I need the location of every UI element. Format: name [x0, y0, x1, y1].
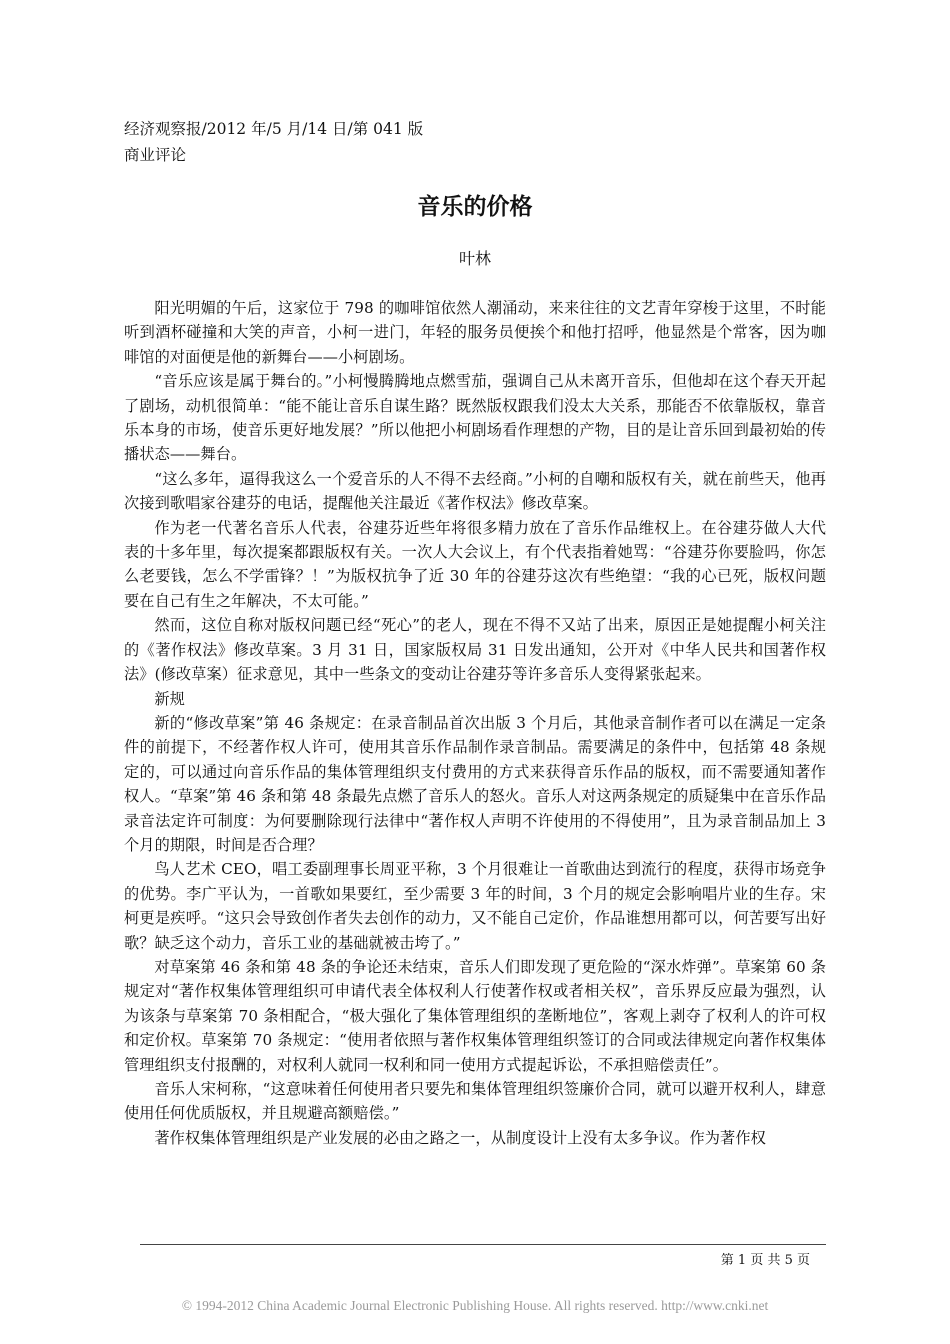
page-number: 第 1 页 共 5 页: [720, 1253, 810, 1268]
copyright-footer: © 1994-2012 China Academic Journal Electronic Publishing House. All rights reserved. http://www.cnki.net: [181, 1298, 769, 1313]
footer-divider: [140, 1244, 826, 1245]
article-body: [124, 296, 826, 1150]
paragraph: 阳光明媚的午后，这家位于 798 的咖啡馆依然人潮涌动，来来往往的文艺青年穿梭于这里，不时能听到酒杯碰撞和大笑的声音，小柯一进门，年轻的服务员便挨个和他打招呼，他显然是个常客，因为咖啡馆的对面便是他的新舞台——小柯剧场。: [124, 299, 826, 366]
paragraph: 然而，这位自称对版权问题已经“死心”的老人，现在不得不又站了出来，原因正是她提醒小柯关注的《著作权法》修改草案。3 月 31 日，国家版权局 31 日发出通知，公开对《中华人民共和国著作权法》(修改草案）征求意见，其中一些条文的变动让谷建芬等许多音乐人变得紧张起来。: [124, 616, 826, 684]
subheading: 新规: [154, 689, 185, 708]
paragraph: 音乐人宋柯称，“这意味着任何使用者只要先和集体管理组织签廉价合同，就可以避开权利人，肆意使用任何优质版权，并且规避高额赔偿。”: [124, 1080, 826, 1123]
paragraph: 对草案第 46 条和第 48 条的争论还未结束，音乐人们即发现了更危险的“深水炸弹”。草案第 60 条规定对“著作权集体管理组织可申请代表全体权利人行使著作权或者相关权”，音乐界反应最为强烈，认为该条与草案第 70 条相配合，“极大强化了集体管理组织的垄断地位”，客观上剥夺了权利人的许可权和定价权。草案第 70 条规定：“使用者依照与著作权集体管理组织签订的合同或法律规定向著作权集体管理组织支付报酬的，对权利人就同一权利和同一使用方式提起诉讼，不承担赔偿责任”。: [124, 957, 826, 1074]
paragraph: 新的“修改草案”第 46 条规定：在录音制品首次出版 3 个月后，其他录音制作者可以在满足一定条件的前提下，不经著作权人许可，使用其音乐作品制作录音制品。需要满足的条件中，包括第 48 条规定的，可以通过向音乐作品的集体管理组织支付费用的方式来获得音乐作品的版权，而不需要通知著作权人。“草案”第 46 条和第 48 条最先点燃了音乐人的怒火。音乐人对这两条规定的质疑集中在音乐作品录音法定许可制度：为何要删除现行法律中“著作权人声明不许使用的不得使用”，且为录音制品加上 3 个月的期限，时间是否合理？: [124, 713, 826, 854]
article-source: [124, 116, 423, 168]
paragraph: 鸟人艺术 CEO，唱工委副理事长周亚平称，3 个月很难让一首歌曲达到流行的程度，获得市场竞争的优势。李广平认为，一首歌如果要红，至少需要 3 年的时间，3 个月的规定会影响唱片业的生存。宋柯更是疾呼。“这只会导致创作者失去创作的动力，又不能自己定价，作品谁想用都可以，何苦要写出好歌？缺乏这个动力，音乐工业的基础就被击垮了。”: [124, 860, 826, 952]
section-label: 商业评论: [124, 146, 187, 164]
paragraph: 著作权集体管理组织是产业发展的必由之路之一，从制度设计上没有太多争议。作为著作权: [154, 1128, 766, 1147]
paragraph: “这么多年，逼得我这么一个爱音乐的人不得不去经商。”小柯的自嘲和版权有关，就在前些天，他再次接到歌唱家谷建芬的电话，提醒他关注最近《著作权法》修改草案。: [124, 469, 826, 513]
article-author: 叶林: [458, 249, 491, 268]
paragraph: 作为老一代著名音乐人代表，谷建芬近些年将很多精力放在了音乐作品维权上。在谷建芬做人大代表的十多年里，每次提案都跟版权有关。一次人大会议上，有个代表指着她骂：“谷建芬你要脸吗，你怎么老要钱，怎么不学雷锋？！”为版权抗争了近 30 年的谷建芬这次有些绝望：“我的心已死，版权问题要在自己有生之年解决，不太可能。”: [124, 518, 826, 610]
article-title: 音乐的价格: [417, 194, 533, 220]
paragraph: “音乐应该是属于舞台的。”小柯慢腾腾地点燃雪茄，强调自己从未离开音乐，但他却在这个春天开起了剧场，动机很简单：“能不能让音乐自谋生路？既然版权跟我们没太大关系，那能否不依靠版权，靠音乐本身的市场，使音乐更好地发展？”所以他把小柯剧场看作理想的产物，目的是让音乐回到最初始的传播状态——舞台。: [124, 372, 826, 464]
source-line: 经济观察报/2012 年/5 月/14 日/第 041 版: [124, 120, 424, 138]
